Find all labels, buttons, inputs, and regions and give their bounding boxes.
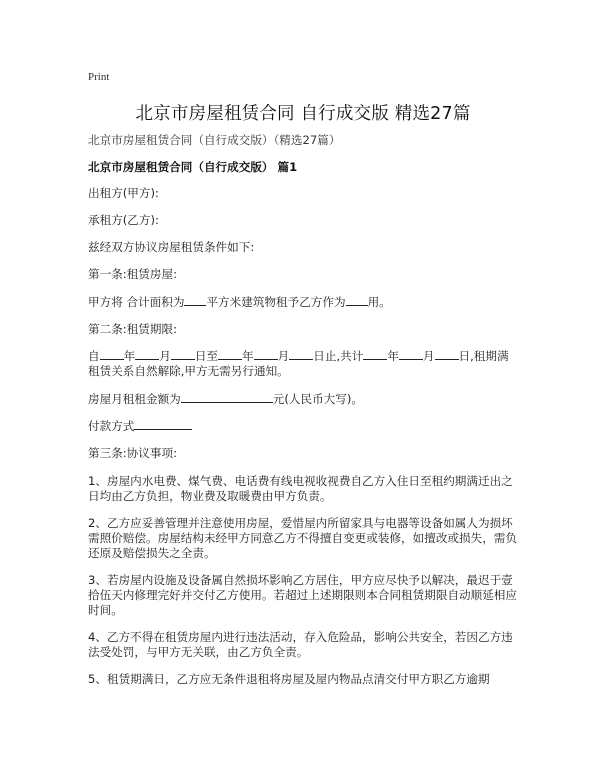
end-month-blank (254, 349, 278, 360)
term-word: 日至 (194, 349, 219, 363)
start-year-blank (100, 349, 124, 360)
total-month-blank (399, 349, 423, 360)
start-day-blank (171, 349, 195, 360)
article-1-text (88, 295, 518, 310)
rent-unit: 元(人民币大写)。 (272, 392, 363, 406)
print-link[interactable]: Print (88, 71, 110, 83)
article-3-title: 第三条:协议事项: (88, 446, 177, 460)
article-2-title: 第二条:租赁期限: (88, 322, 177, 336)
term-word: 自 (88, 349, 100, 363)
section-heading: 北京市房屋租赁合同（自行成交版） 篇1 (88, 160, 298, 174)
end-day-blank (289, 349, 313, 360)
article-1-text-part: 甲方将 合计面积为 (88, 295, 185, 309)
term-line-2: 租赁关系自然解除,甲方无需另行通知。 (88, 364, 289, 378)
intro-line: 兹经双方协议房屋租赁条件如下: (88, 240, 255, 254)
article-1-text-part: 用。 (367, 295, 391, 309)
payment-method-line (88, 419, 518, 434)
lessee-line: 承租方(乙方): (88, 213, 159, 227)
payment-method-blank (134, 419, 192, 430)
term-word: 日止,共计 (313, 349, 364, 363)
term-word: 年 (123, 349, 136, 363)
clause-item: 4、乙方不得在租赁房屋内进行违法活动，存入危险品，影响公共安全，若因乙方违法受处罚，与甲方无关联，由乙方负全责。 (88, 630, 513, 659)
document-subtitle: 北京市房屋租赁合同（自行成交版）（精选27篇） (88, 133, 341, 147)
start-month-blank (135, 349, 159, 360)
rent-amount-blank (181, 392, 273, 403)
area-blank (184, 295, 206, 306)
term-word: 月 (159, 349, 171, 363)
clause-item: 5、租赁期满日，乙方应无条件退租将房屋及屋内物品点清交付甲方职乙方逾期 (88, 672, 490, 686)
lessor-line: 出租方(甲方): (88, 186, 159, 200)
term-word: 月 (277, 349, 290, 363)
rent-amount-line (88, 392, 518, 407)
article-1-title: 第一条:租赁房屋: (88, 267, 177, 281)
term-word: 日,租期满 (458, 349, 509, 363)
term-word: 年 (242, 349, 254, 363)
article-1-text-part: 平方米建筑物租予乙方作为 (206, 295, 346, 309)
term-word: 月 (422, 349, 435, 363)
page-title: 北京市房屋租赁合同 自行成交版 精选27篇 (135, 104, 471, 124)
clause-item: 1、房屋内水电费、煤气费、电话费有线电视收视费自乙方入住日至租约期满迁出之日均由乙方负担，物业费及取暖费由甲方负责。 (88, 474, 513, 503)
clause-item: 2、乙方应妥善管理并注意使用房屋，爱惜屋内所留家具与电器等设备如属人为损坏需照价赔偿。房屋结构未经甲方同意乙方不得擅自变更或装修，如擅改或损失，需负还原及赔偿损失之全责。 (88, 516, 517, 560)
term-word: 年 (387, 349, 399, 363)
end-year-blank (218, 349, 242, 360)
total-day-blank (435, 349, 459, 360)
total-year-blank (363, 349, 387, 360)
usage-blank (346, 295, 368, 306)
clause-item: 3、若房屋内设施及设备属自然损坏影响乙方居住，甲方应尽快予以解决，最迟于壹拾伍天内修理完好并交付乙方使用。若超过上述期限则本合同租赁期限自动顺延相应时间。 (88, 573, 517, 617)
rent-label: 房屋月租租金额为 (88, 392, 181, 406)
lease-term-text (88, 349, 518, 379)
payment-label: 付款方式 (88, 419, 135, 433)
